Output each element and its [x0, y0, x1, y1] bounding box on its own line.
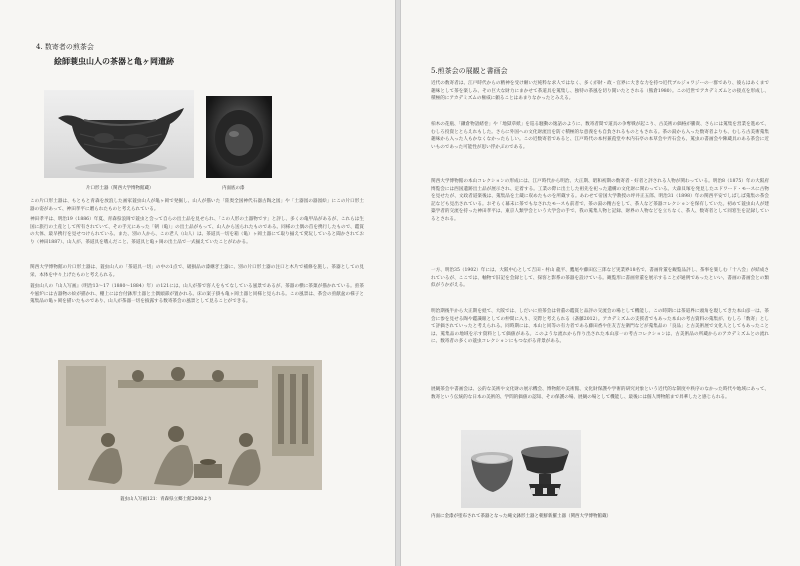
right-paragraph-6: 展観茶会や書画会は、公的な美術や文化財の展示機会、博物館や美術館、文化財保護や学術的研究対象という近代的な制度や秩序のなかった時代や地域にあって、数寄という伝統的な日本の美術的、学問的価値の認知、その保護の場、展観の場として機能し、最後には個人博物館まで昇華したと感じられる。 — [431, 387, 769, 400]
figure3-caption: 蓑虫山人写画121：青森県立郷土館2008より — [120, 497, 213, 502]
figure1-caption: 片口形土器（関西大学博物館蔵） — [86, 186, 154, 191]
figure2-caption: 内面底の漆 — [222, 186, 245, 191]
left-page — [0, 0, 396, 566]
left-paragraph-1: この片口形土器は、もともと青森を放浪した画家蓑虫山人が亀ヶ岡で発掘し、山人が描いた「陸奥全国神代石器古陶之図」や「土器図の器図絵」にこの片口形土器の姿があって、神田孝平に贈られたものと考えられている。 — [30, 199, 364, 212]
painting-illustration — [58, 360, 322, 490]
right-paragraph-5: 明治期後半から大正期を経て、大阪では、しだいに煎茶会は骨董の鑑賞と品評の交流会の場として機能し、この時期には茶道界に頭角を現してきた本山彦一は、茶会に参を見せる陶や鑑識眼としての仲間に入り、交際と考えられる（斎藤2012）。アカデミズムの支援者でもあった本山の考古資料の蒐集が、むしろ「数寄」として評価されていったと考えられる。同時期には、本山と同等の有力者である藤田香や住友吉左衛門などが蒐集品の「良品」と古美術展で文化人としてもあったことは、蒐集品の地域を示す資料として価値がある。このような流れから作り出された本山彦一の考古コレクションは、古美術品の所蔵からのアカデミズムとの流れに、数寄者の多くの蓑虫コレクションにもつながる背景がある。 — [431, 309, 769, 345]
figure-caption-right: 内面に金漆が塗布されて茶器となった縄文鉢形土器と朝鮮新羅土器（関西大学博物館蔵） — [431, 514, 611, 519]
lacquer-interior-photo — [206, 96, 272, 178]
right-paragraph-3: 関西大学博物館の本山コレクションの形成には、江戸時代から明治、大正期、昭和初期の数寄者・好者と評される人物が関わっている。明治8（1875）年の大阪府博覧会には西国遺跡出土品が展示され、定着する。工業の際に出土した祖先を祀った遺構の文化財に関わっている。大森貝塚を発見したエドワード・モースに古物を見せたが、文政者道楽後は、蒐集品を土蔵に収めたものを所蔵する。あわせて帝国大学教授の坪井正五郎、明治31（1898）年の関西平安でしばしば蒐集の茶会記なども見出されている。おそらく幕末に茶でもなされたモースも前者で、茶の湯の精古をして、茶人など茶器コレクションを保有していた。初めて蓑虫山人が建築学者的交流を持った神田孝平は、東京人類学会という大学会の手で、我の蒐集人物と記録、財界の人物などを立ちなく、茶人、数寄者として同窓生を記録しているとされる。 — [431, 179, 769, 222]
right-paragraph-1: 近代の数寄者は、江戸時代からの精神を受け継いだ純粋な求人ではなく、多くが財・政・官界に大きな力を持つ近代ブルジョワジーの一群であり、彼らはあくまで趣味として茶を楽しみ、その巨大な財力にまかせて茶道具を蒐集し、独特の茶風を切り開いたとされる（熊倉1980）。この近世でアカデミズムとの接点を形成し、積極的にアカデミズムの権威に頼ることはあまりなかったとみえる。 — [431, 81, 769, 102]
section-heading: 4. 数寄者の煎茶会 — [36, 43, 94, 51]
lacquer-interior-illustration — [206, 96, 272, 178]
right-page — [400, 0, 800, 566]
left-paragraph-3: 関西大学博物館の片口形土器は、蓑虫山人の「茶道具一切」の中の1点で、破損品の漆継ぎ土器に、別の片口形土器の注口と木片で補修を施し、茶器としての見栄、本体を中々上げたものと考えられる。 — [30, 265, 364, 278]
bowl-illustration — [44, 90, 194, 178]
katakuchi-bowl-photo — [44, 90, 194, 178]
left-paragraph-2: 神田孝平は、明治19（1886）年夏、青森県浪岡で蓑虫と会って自らの出土品を見せられ、「この人形の土器物です」と評し、多くの亀甲品があるが、これらは生国に旅行の土産として所有されていて、その手元にあった「朝（亀）」の出土品がもって、山人から送られたものである。同様の土偶の首を携行したもので、鑑賞の大体、最早携行を見せつけられている。また、別の人から、この老人（山人）は、茶道具一切を箱（亀）ヶ岡土器にて取り揃えて愛玩していると聞かされており（神田1887）、山人が、茶道具を嗜んだこと、茶道具と亀ヶ岡の出土品で一式揃えていたことがわかる。 — [30, 217, 364, 245]
left-paragraph-4: 蓑虫山人の『山人写画』（明治13〜17（1880〜1884）年）の121には、山人が茶で客人をもてなしている風景であるが、茶器の横に茶菓が描かれている。煎茶や風炉には古器物の絵が描かれ、棚上には台付鉢形土器と土偶頭部が置かれる。床の案子掛も亀ヶ岡土器と同様と見られる。この風景は、茶会の煎献盆の様子と蒐集品の亀ヶ岡を描いたものであり、山人が茶器一切を披露する数寄茶会の風景として見ることができる。 — [30, 284, 364, 305]
vessels-illustration — [461, 430, 581, 508]
right-paragraph-2: 柏木の花瓶、「鎌倉物語緒巻」や「地獄草紙」を巡る騒動の逸話のように、数寄者間で道具の争奪戦が起こり、古美術の価格が騰貴、さらには蒐集を営業を進めて、むしろ投資ととらえれもした。さらに外国への文化財流出を防ぐ積極的な意義をも自負されるものともされる。茶の湯から入った数寄者よりも、むしろ古美術蒐集趣味から入った人もかなくなかったらしい。この近数寄者であると、江戸時代の本村兼葭堂や木内石亭の本草会や弄石会も、蒐虫の書画会や陳蔵具のある茶会に近いものであった可能性が思い浮かぶのである。 — [431, 122, 769, 150]
tea-gathering-painting — [58, 360, 322, 490]
lacquered-vessels-photo — [461, 430, 581, 508]
subheading: 絵師蓑虫山人の茶器と亀ヶ岡遺跡 — [54, 56, 174, 66]
right-paragraph-4: 一方、明治35（1902）年には、大阪中心として吉田・村山 龍平、鷹尾や藤田伝三郎など実業界18名で、書画骨董を観覧品評し、茶事を楽しむ「十八会」が結成されているが、ここでは、軸物で旧記を会録として、探客と影系の茶器を設けている。観覧形に書画骨董を展示することが通例であったといい、書画の書画会との類似がうかがえる。 — [431, 268, 769, 289]
section-heading-right: 5.煎茶会の展観と書画会 — [431, 67, 508, 75]
